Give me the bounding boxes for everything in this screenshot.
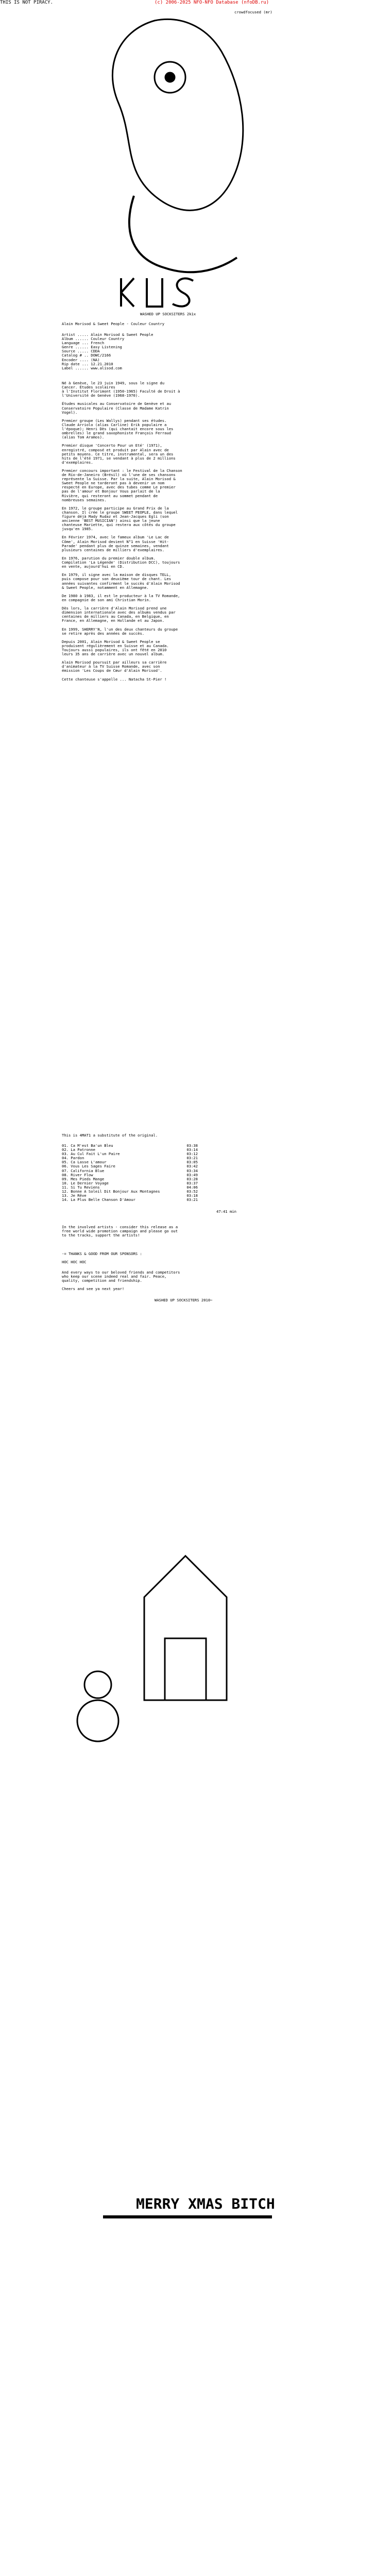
source-header: (c) 2006-2025 NFO-NFO Database (nfoDB.ru) <box>155 0 269 5</box>
top-left-note: THIS IS NOT PIRACY. <box>0 0 53 5</box>
bottom-ascii-art <box>0 1535 375 2102</box>
top-art-tail <box>129 196 237 272</box>
bottom-banner-text: MERRY XMAS BITCH <box>136 2195 275 2212</box>
bottom-art-door <box>165 1638 206 1700</box>
bottom-art-snowman <box>77 1700 118 1741</box>
sponsors-lines: And every ways to our beloved friends and competitors who keep our scene indeed real and fair. Peace, quality, competition and friendship. Cheers and see ya next year! <box>62 1270 180 1292</box>
top-art-credit: crowdfocused (mr) <box>234 10 272 14</box>
sponsors-heading: -= THANKS & GOOD FROM OUR SPONSORS : <box>62 1251 142 1256</box>
sponsors-sign: WASHED UP SOCKSITERS 2010~ <box>155 1298 213 1302</box>
top-ascii-art <box>0 0 375 330</box>
bottom-art-house <box>144 1556 227 1700</box>
support-text: In the involved artists - consider this release as a free world wide promotion campaign and please go out to the tracks, support the artists! <box>62 1225 178 1238</box>
top-art-tagline: WASHED UP SOCKSITERS 2k1x <box>140 312 196 316</box>
tracklist: 01. Ca M'est Ba'un Bleu 03:38 02. La Patronne 03:14 03. Au Cul Fait L'un Paire 03:12 04. Pardon 03:21 05. Ca Lasse L'amour 03:05 06. Vous Les Sages Faire 03:42 07. California Blue 03:34 08. River Flow 03:49 09. Mes Pieds Mange 03:28 10. Le Dernier Voyage 03:37 11. Si Tu Reviens 04:06 12. Bonne A Soleil Dit Bonjour Aux Montagnes 03:52 13. Je Rêve 03:18 14. La Plus Belle Chanson D'Amour 03:21 <box>62 1143 198 1202</box>
top-art-body <box>112 20 243 211</box>
tracklist-total: 47:41 min <box>216 1209 236 1214</box>
tracklist-intro: This is 4MAT1 a substitute of the original. <box>62 1133 158 1138</box>
bio-text: Né à Genève, le 23 juin 1949, sous le signe du Cancer. Études scolaires à l'Institut Florimont (1950-1965) Faculté de Droit à l'Université de Genève (1968-1970). Études musicales au Conservatoire de Genève et au Conservatoire Populaire (Classe de Madame Katrin Vogel). Premier groupe (Les Wallys) pendant ses études. Claude Arriolo (alias Carline) Erik populaire a l'époque); Henri Dès (qui chantait encore sous les ombrelles) le grand saxophoniste François Ferraud (alias Tom Aramos). Premier disque 'Concerto Pour un Eté' (1971), enregistré, composé et produit par Alain avec de petits moyens. Ce titre, instrumental, sera un des hits de l'été 1971, se vendant à plus de 2 millions d'exemplaires. Premier concours important : le Festival de la Chanson de Río-de-Janeiro (Brésil) où l'une de ses chansons représente la Suisse. Par la suite, Alain Morisod & Sweet People ne tarderont pas à devenir un nom respecté en Europe, avec des tubes comme Le premier pas de l'amour et Bonjour Vous parlait de la Rivière, qui resteront au sommet pendant de nombreuses semaines. En 1972, le groupe participe au Grand Prix de la chanson. Il crée le groupe SWEET PEOPLE, dans lequel figure déjà Mady Rudaz et Jean-Jacques Egli (son ancienne 'BEST MUSICIAN') ainsi que la jeune chanteuse Mariette, qui restera aux côtés du groupe jusqu'en 1985. En Février 1974, avec le fameux album 'Le Lac de Côme', Alain Morisod devient N°1 en Suisse 'Hit- Parade' pendant plus de quinze semaines, vendant plusieurs centaines de milliers d'exemplaires. En 1976, parution du premier double album. Compilation 'La Légende' (Distribution DCC), toujours en vente, aujourd'hui en CD. En 1979, il signe avec la maison de disques TELL, puis compose pour son deuxième tour de chant. Les années suivantes confirment le succès d'Alain Morisod & Sweet People, notamment en Allemagne. De 1980 à 1983, il est le producteur à la TV Romande, en compagnie de son ami Christian Morin. Dès lors, la carrière d'Alain Morisod prend une dimension internationale avec des albums vendus par centaines de milliers au Canada, en Belgique, en France, en Allemagne, en Hollande et au Japon. En 1999, SHERRY'N, l'un des deux chanteurs du groupe se retire après des années de succès. Depuis 2001, Alain Morisod & Sweet People se produisent régulièrement en Suisse et au Canada. Toujours aussi populaires, ils ont fêté en 2010 leurs 35 ans de carrière avec un nouvel album. Alain Morisod poursuit par ailleurs sa carrière d'animateur à la TV Suisse Romande, avec son émission 'Les Coups de Cœur d'Alain Morisod'. Cette chanteuse s'appelle ... Natacha St-Pier ! <box>62 381 182 682</box>
release-title-line: Alain Morisod & Sweet People - Couleur Country <box>62 321 165 326</box>
top-art-letters <box>121 278 193 307</box>
sponsors-name: HOC HOC HOC <box>62 1260 87 1264</box>
release-info: Artist ..... Alain Morisod & Sweet People Album ...... Couleur Country Language ... French Genre ...... Easy Listening Source ..... CDDA Catalog # .. DOWC/2166 Encoder .... (NA) Rip date ... 12.21.2010 Label ...... www.alisod.com <box>62 332 154 370</box>
